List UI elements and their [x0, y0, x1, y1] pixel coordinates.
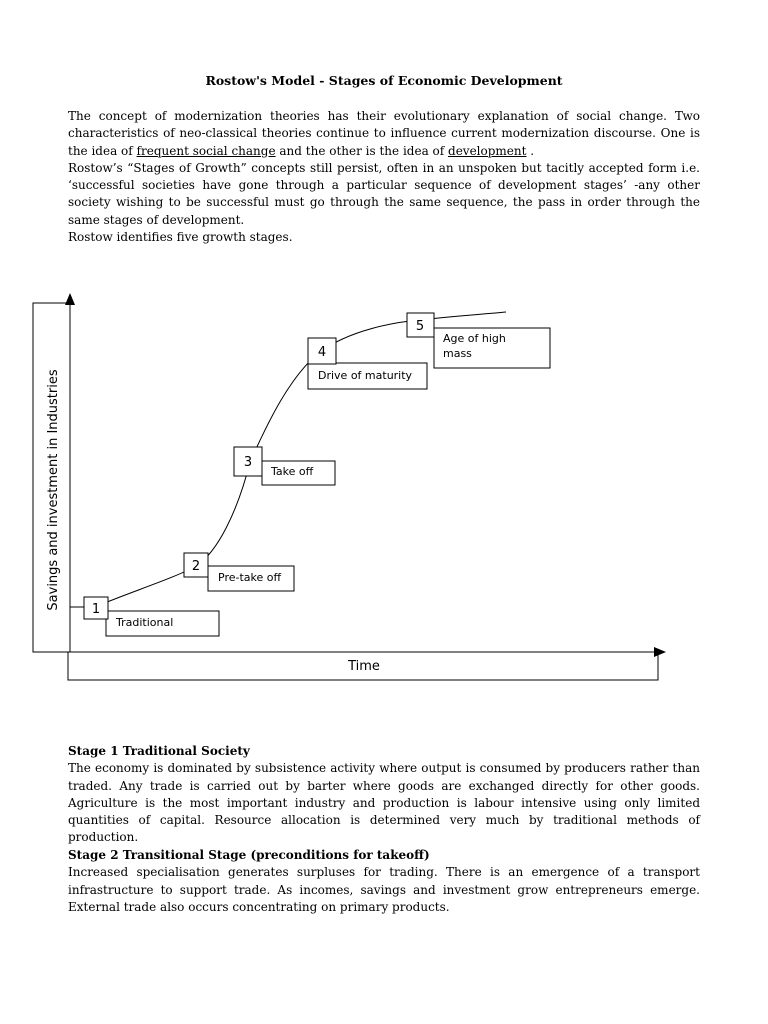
stage-2-section — [68, 847, 700, 916]
y-axis-label: Savings and investment in Industries — [46, 369, 61, 611]
stage-1-text: The economy is dominated by subsistence activity where output is consumed by producers rather than traded. Any trade is carried out by barter where goods are exchanged directly for other goods. Agriculture is the most important industry and production is labour intensive using only limited quantities of capital. Resource allocation is determined very much by traditional methods of production. — [68, 761, 700, 845]
stage-5-label-line-2: mass — [443, 347, 472, 360]
stage-4-label: Drive of maturity — [318, 369, 413, 382]
intro-text-2: and the other is the idea of — [275, 143, 449, 158]
intro-text-3: . — [526, 143, 535, 158]
stage-1-label: Traditional — [116, 616, 174, 629]
stage-2-text: Increased specialisation generates surpluses for trading. There is an emergence of a transport infrastructure to support trade. As incomes, savings and investment grow entrepreneurs emerge. External trade also occurs concentrating on primary products. — [68, 865, 700, 914]
stage-1-heading: Stage 1 Traditional Society — [68, 744, 250, 758]
stage-5-number: 5 — [415, 319, 425, 334]
intro-paragraph-3: Rostow identifies five growth stages. — [68, 230, 293, 245]
rostow-stages-diagram — [0, 280, 768, 700]
intro-paragraph-2: Rostow’s “Stages of Growth” concepts still persist, often in an unspoken but tacitly accepted form i.e. ‘successful societies have gone through a particular sequence of development stages’ -any other society wishing to be successful must go through the same sequence, the pass in order through the same stages of development. — [68, 160, 700, 227]
stage-3-label: Take off — [271, 465, 314, 478]
page-title: Rostow's Model - Stages of Economic Development — [205, 73, 563, 88]
stage-2-label: Pre-take off — [218, 571, 282, 584]
underlined-term-social-change: frequent social change — [136, 143, 276, 158]
stage-2-heading: Stage 2 Transitional Stage (preconditions for takeoff) — [68, 848, 430, 862]
x-axis-label: Time — [348, 659, 380, 674]
stage-5-label-line-1: Age of high — [443, 332, 506, 345]
underlined-term-development: development — [448, 143, 527, 158]
intro-paragraph-1 — [68, 108, 700, 160]
stage-2-number: 2 — [191, 559, 201, 574]
intro-section — [68, 108, 700, 246]
x-axis-arrowhead-icon — [654, 647, 666, 657]
y-axis-arrowhead-icon — [65, 293, 75, 305]
intro-text-1: The concept of modernization theories has their evolutionary explanation of social change. Two characteristics of neo-classical theories continue to influence current modernization discourse. One is the idea of — [68, 109, 700, 158]
stage-1-number: 1 — [91, 602, 101, 617]
stage-1-section — [68, 743, 700, 847]
stage-4-number: 4 — [317, 345, 327, 360]
stage-3-number: 3 — [243, 455, 253, 470]
